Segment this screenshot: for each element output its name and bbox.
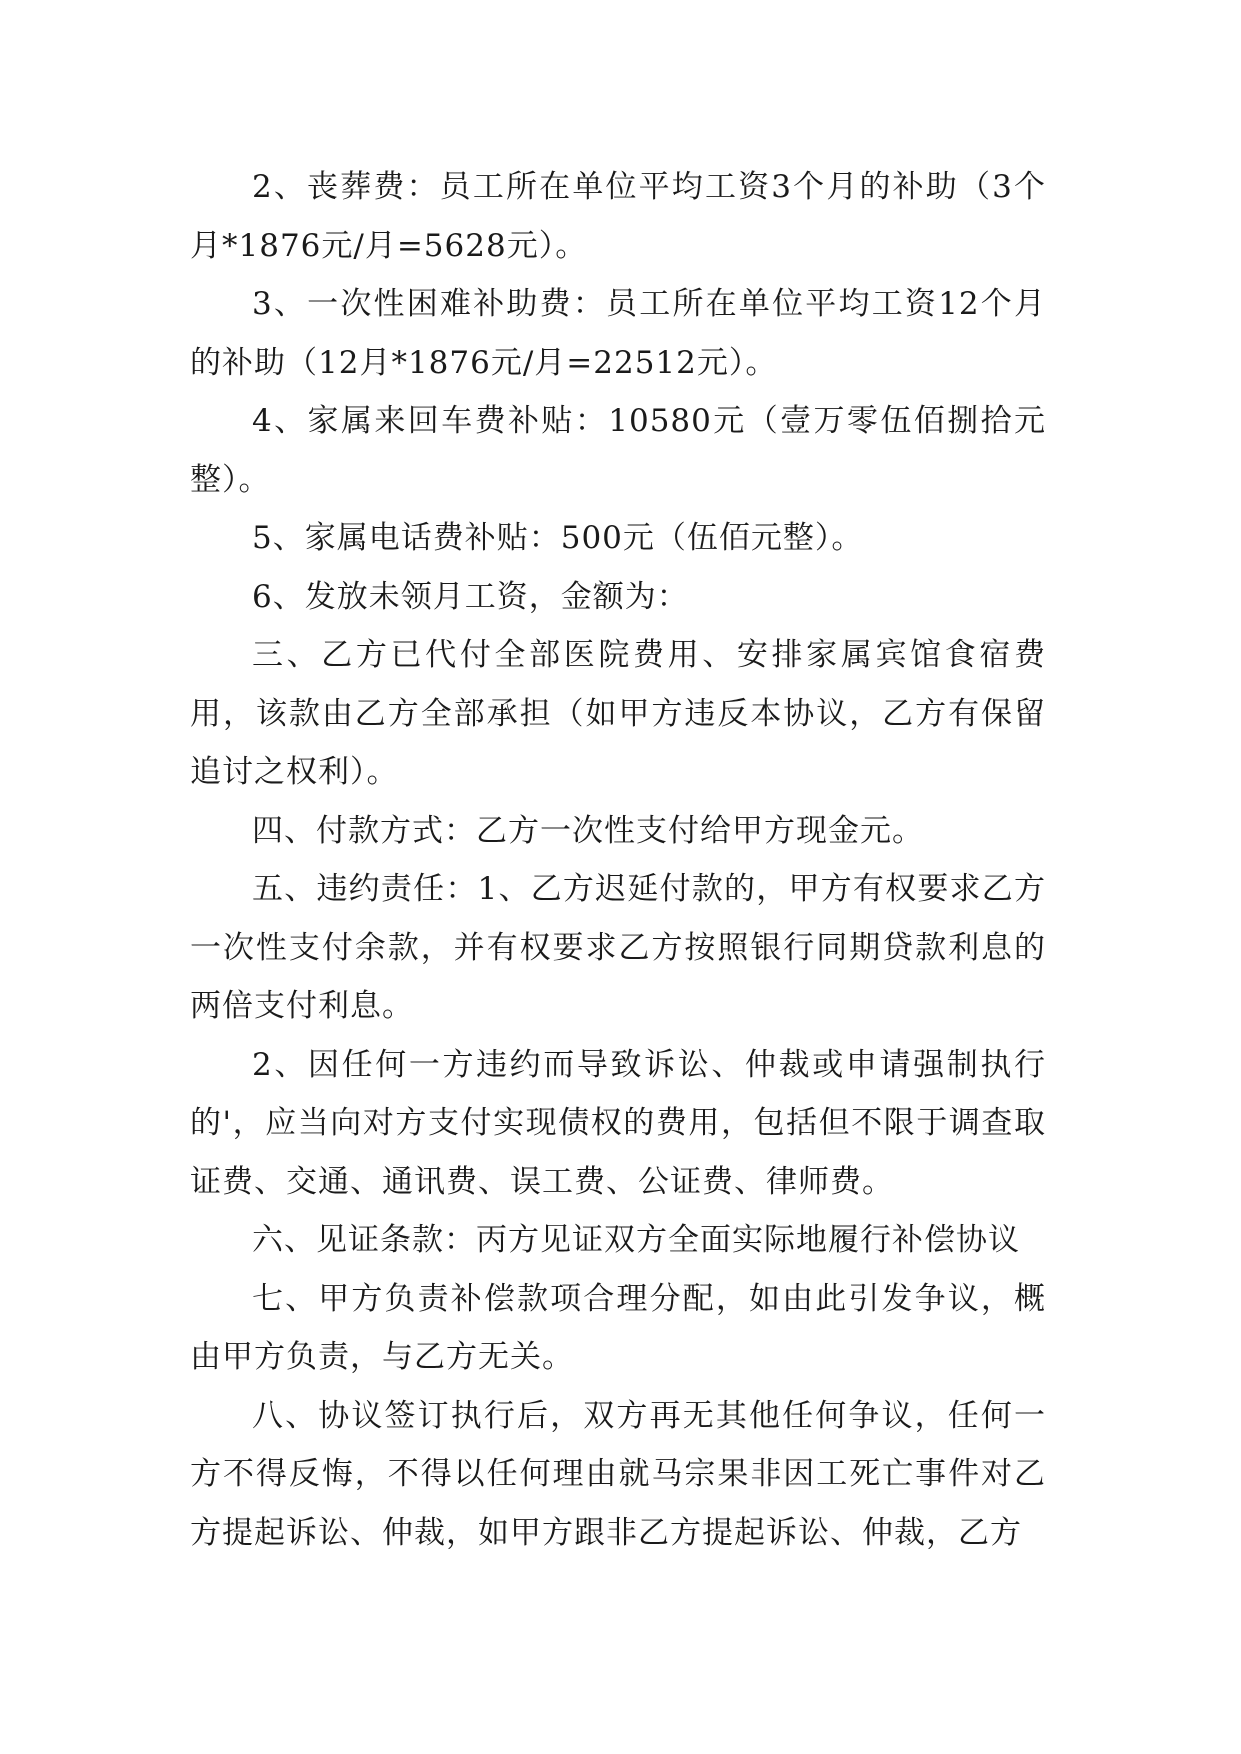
paragraph-phone-subsidy: 5、家属电话费补贴：500元（伍佰元整）。 — [252, 520, 864, 556]
paragraph-hardship-subsidy: 3、一次性困难补助费：员工所在单位平均工资12个月的补助（12月*1876元/月=22512元）。 — [190, 286, 1046, 381]
paragraph-travel-subsidy: 4、家属来回车费补贴：10580元（壹万零伍佰捌拾元整）。 — [190, 403, 1046, 498]
paragraph-section-five: 五、违约责任：1、乙方迟延付款的，甲方有权要求乙方一次性支付余款，并有权要求乙方按照银行同期贷款利息的两倍支付利息。 — [190, 871, 1046, 1024]
paragraph-section-six: 六、见证条款：丙方见证双方全面实际地履行补偿协议 — [252, 1222, 1020, 1258]
document-body — [190, 158, 1046, 1562]
paragraph-funeral-fee: 2、丧葬费：员工所在单位平均工资3个月的补助（3个月*1876元/月=5628元）。 — [190, 169, 1046, 264]
paragraph-section-five-item-two: 2、因任何一方违约而导致诉讼、仲裁或申请强制执行的'，应当向对方支付实现债权的费用，包括但不限于调查取证费、交通、通讯费、误工费、公证费、律师费。 — [190, 1046, 1046, 1200]
paragraph-unpaid-wages: 6、发放未领月工资，金额为： — [252, 578, 689, 615]
paragraph-section-four: 四、付款方式：乙方一次性支付给甲方现金元。 — [252, 812, 924, 849]
paragraph-section-three: 三、乙方已代付全部医院费用、安排家属宾馆食宿费用，该款由乙方全部承担（如甲方违反本协议，乙方有保留追讨之权利）。 — [190, 637, 1046, 790]
paragraph-section-seven: 七、甲方负责补偿款项合理分配，如由此引发争议，概由甲方负责，与乙方无关。 — [190, 1280, 1046, 1375]
paragraph-section-eight: 八、协议签订执行后，双方再无其他任何争议，任何一方不得反悔，不得以任何理由就马宗果非因工死亡事件对乙方提起诉讼、仲裁，如甲方跟非乙方提起诉讼、仲裁，乙方 — [190, 1397, 1046, 1551]
